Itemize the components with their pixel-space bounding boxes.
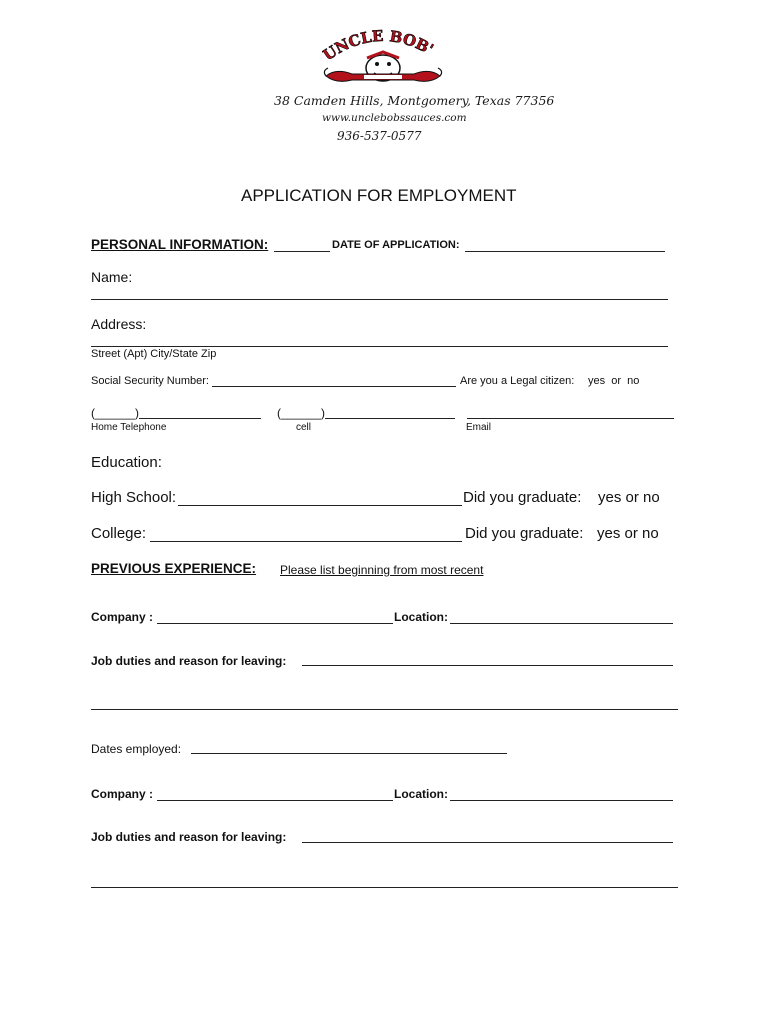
cell-label: cell (296, 422, 312, 433)
location-field-1[interactable] (450, 623, 673, 624)
previous-experience-heading: PREVIOUS EXPERIENCE: (91, 561, 257, 576)
job-duties-label-1: Job duties and reason for leaving: (91, 654, 287, 668)
high-school-graduate-label: Did you graduate: (463, 489, 582, 506)
job-duties-label-2: Job duties and reason for leaving: (91, 830, 287, 844)
location-label-2: Location: (394, 787, 448, 801)
date-of-application-label: DATE OF APPLICATION: (332, 239, 460, 251)
email-field[interactable] (467, 418, 674, 419)
job-duties-field-1b[interactable] (91, 709, 678, 710)
college-field[interactable] (150, 541, 462, 542)
citizen-label: Are you a Legal citizen: (460, 375, 575, 387)
ssn-field[interactable] (212, 386, 456, 387)
location-field-2[interactable] (450, 800, 673, 801)
address-field[interactable] (91, 346, 668, 347)
company-label-1: Company : (91, 610, 154, 624)
svg-text:UNCLE BOB'S: NCLE BOB' (331, 26, 437, 59)
company-address: 38 Camden Hills, Montgomery, Texas 77356 (274, 93, 555, 108)
name-field[interactable] (91, 299, 668, 300)
dates-employed-label: Dates employed: (91, 742, 182, 756)
date-of-application-field[interactable] (465, 251, 665, 252)
job-duties-field-2b[interactable] (91, 887, 678, 888)
company-field-2[interactable] (157, 800, 393, 801)
high-school-graduate-options[interactable]: yes or no (598, 489, 660, 506)
high-school-label: High School: (91, 489, 177, 506)
company-logo (322, 24, 444, 92)
company-phone: 936-537-0577 (337, 129, 422, 143)
name-label: Name: (91, 269, 133, 285)
previous-experience-note: Please list beginning from most recent (280, 563, 484, 577)
home-phone-prefix: (______) (91, 406, 140, 420)
job-duties-field-1[interactable] (302, 665, 673, 666)
personal-info-heading: PERSONAL INFORMATION: (91, 237, 269, 252)
home-phone-field[interactable] (139, 418, 261, 419)
citizen-options[interactable]: yes or no (588, 375, 640, 387)
location-label-1: Location: (394, 610, 448, 624)
college-label: College: (91, 525, 147, 542)
home-telephone-label: Home Telephone (91, 422, 167, 433)
job-duties-field-2[interactable] (302, 842, 673, 843)
ssn-label: Social Security Number: (91, 375, 209, 387)
personal-info-underline (274, 251, 330, 252)
address-label: Address: (91, 316, 147, 332)
company-label-2: Company : (91, 787, 154, 801)
high-school-field[interactable] (178, 505, 462, 506)
cell-phone-field[interactable] (325, 418, 455, 419)
cell-phone-prefix: (______) (277, 406, 326, 420)
company-website[interactable]: www.unclebobssauces.com (322, 112, 467, 124)
company-field-1[interactable] (157, 623, 393, 624)
dates-employed-field[interactable] (191, 753, 507, 754)
college-graduate-label: Did you graduate: (465, 525, 584, 542)
education-label: Education: (91, 454, 162, 471)
address-hint: Street (Apt) City/State Zip (91, 348, 217, 360)
form-title: APPLICATION FOR EMPLOYMENT (241, 186, 517, 205)
college-graduate-options[interactable]: yes or no (597, 525, 659, 542)
email-label: Email (466, 422, 492, 433)
